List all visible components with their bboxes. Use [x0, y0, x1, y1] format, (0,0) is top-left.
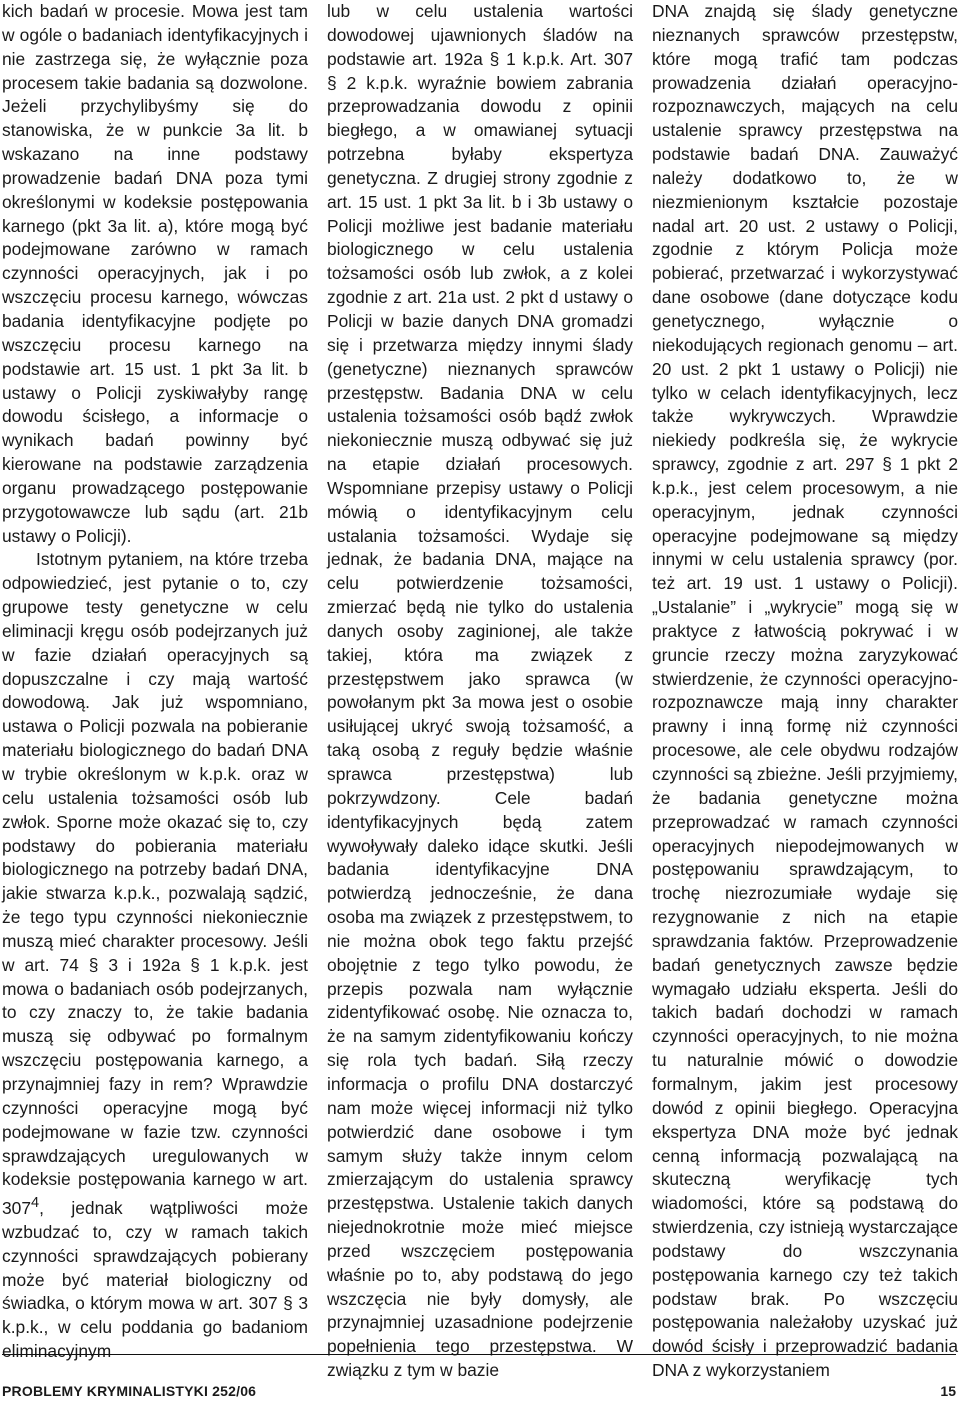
- paragraph: lub w celu ustalenia wartości dowodowej ujawnionych śladów na podstawie art. 192a § 1 k.p.k. Art. 307 § 2 k.p.k. wyraźnie bowiem zabrania przeprowadzania dowodu z opinii biegłego, a w omawianej sytuacji potrzebna byłaby ekspertyza genetyczna. Z drugiej strony zgodnie z art. 15 ust. 1 pkt 3a lit. b i 3b ustawy o Policji możliwe jest badanie materiału biologicznego w celu ustalenia tożsamości osób lub zwłok, a z kolei zgodnie z art. 21a ust. 2 pkt d ustawy o Policji w bazie danych DNA gromadzi się i przetwarza między innymi ślady (genetyczne) nieznanych sprawców przestępstw. Badania DNA w celu ustalenia tożsamości osób bądź zwłok niekoniecznie muszą odbywać się już na etapie działań procesowych. Wspomniane przepisy ustawy o Policji mówią o identyfikacyjnym celu ustalania tożsamości. Wydaje się jednak, że badania DNA, mające na celu potwierdzenie tożsamości, zmierzać będą nie tylko do ustalenia danych osoby zaginionej, ale także takiej, która ma związek z przestępstwem jako sprawca (w powołanym pkt 3a mowa jest o osobie usiłującej ukryć swoją tożsamość, a taką osobą z reguły będzie właśnie sprawca przestępstwa) lub pokrzywdzony. Cele badań identyfikacyjnych będą zatem wywoływały daleko idące skutki. Jeśli badania identyfikacyjne DNA potwierdzą jednocześnie, że dana osoba ma związek z przestępstwem, to nie można obok tego faktu przejść obojętnie z tego tylko powodu, że przepis pozwala nam wyłącznie zidentyfikować osobę. Nie oznacza to, że na samym zidentyfikowaniu kończy się rola tych badań. Siłą rzeczy informacja o profilu DNA dostarczyć nam może więcej informacji niż tylko potwierdzić dane osobowe i tym samym służy także innym celom zmierzającym do ustalenia sprawcy przestępstwa. Ustalenie takich danych niejednokrotnie może mieć miejsce przed wszczęciem postępowania właśnie po to, aby podstawą do jego wszczęcia nie były domysły, ale przynajmniej uzasadnione podejrzenie popełnienia tego przestępstwa. W związku z tym w bazie: [327, 1, 633, 1381]
- page-footer: [2, 1354, 956, 1403]
- journal-title: PROBLEMY KRYMINALISTYKI 252/06: [2, 1383, 257, 1399]
- text-column-3: [652, 0, 958, 1381]
- paragraph: DNA znajdą się ślady genetyczne nieznanych sprawców przestępstw, które mogą trafić tam podczas prowadzenia działań operacyjno-rozpoznawczych, mających na celu ustalenie sprawcy przestępstwa na podstawie badań DNA. Zauważyć należy dodatkowo to, że w niezmienionym kształcie pozostaje nadal art. 20 ust. 2 ustawy o Policji, zgodnie z którym Policja może pobierać, przetwarzać i wykorzystywać dane osobowe (dane dotyczące kodu genetycznego, wyłącznie o niekodujących regionach genomu – art. 20 ust. 2 pkt 1 ustawy o Policji) nie tylko w celach identyfikacyjnych, lecz także wykrywczych. Wprawdzie niekiedy podkreśla się, że wykrycie sprawcy, zgodnie z art. 297 § 1 pkt 2 k.p.k., jest celem procesowym, a nie operacyjnym, jednak czynności operacyjne podejmowane są między innymi w celu ustalenia sprawcy (por. też art. 19 ust. 1 ustawy o Policji). „Ustalanie” i „wykrycie” mogą się w praktyce z łatwością pokrywać i w gruncie rzeczy można zaryzykować stwierdzenie, że czynności operacyjno-rozpoznawcze mają inny charakter prawny i inną formę niż czynności procesowe, ale cele obydwu rodzajów czynności są zbieżne. Jeśli przyjmiemy, że badania genetyczne można przeprowadzać w ramach czynności operacyjnych niepodejmowanych w postępowaniu sprawdzającym, to trochę niezrozumiałe wydaje się rezygnowanie z nich na etapie sprawdzania faktów. Przeprowadzenie badań genetycznych zawsze będzie wymagało udziału eksperta. Jeśli do takich badań dochodzi w ramach czynności operacyjnych, to nie można tu naturalnie mówić o dowodzie formalnym, jakim jest procesowy dowód z opinii biegłego. Operacyjna ekspertyza DNA może być jednak cenną informacją pozwalającą na skuteczną weryfikację tych wiadomości, które są podstawą do stwierdzenia, czy istnieją wystarczające podstawy do wszczynania postępowania karnego czy też takich podstaw brak. Po wszczęciu postępowania należałoby uzyskać już dowód ścisły i przeprowadzić badania DNA z wykorzystaniem: [652, 1, 958, 1381]
- page-number: 15: [940, 1383, 956, 1399]
- paragraph-text: Istotnym pytaniem, na które trzeba odpowiedzieć, jest pytanie o to, czy grupowe testy genetyczne w celu eliminacji kręgu osób podejrzanych już w fazie działań operacyjnych są dopuszczalne i czy mają wartość dowodową. Jak już wspomniano, ustawa o Policji pozwala na pobieranie materiału biologicznego do badań DNA w trybie określonym w k.p.k. oraz w celu ustalenia tożsamości osób lub zwłok. Sporne może okazać się to, czy podstawy do pobierania materiału biologicznego na potrzeby badań DNA, jakie stwarza k.p.k., pozwalają sądzić, że tego typu czynności niekoniecznie muszą mieć charakter procesowy. Jeśli w art. 74 § 3 i 192a § 1 k.p.k. jest mowa o badaniach osób podejrzanych, to czy znaczy to, że takie badania muszą się odbywać po formalnym wszczęciu postępowania karnego, a przynajmniej fazy in rem? Wprawdzie czynności operacyjne mogą być podejmowane w fazie tzw. czynności sprawdzających uregulowanych w kodeksie postępowania karnego w art. 307: [2, 549, 308, 1218]
- text-column-1: [2, 0, 308, 1362]
- article-body: [2, 0, 958, 1381]
- paragraph: kich badań w procesie. Mowa jest tam w ogóle o badaniach identyfikacyjnych i nie zastrzega się, że wyłącznie poza procesem takie badania są dozwolone. Jeżeli przychylibyśmy się do stanowiska, że w punkcie 3a lit. b wskazano na inne podstawy prowadzenie badań DNA poza tymi określonymi w kodeksie postępowania karnego (pkt 3a lit. a), które mogą być podejmowane zarówno w ramach czynności operacyjnych, jak i po wszczęciu procesu karnego, wówczas badania identyfikacyjne podjęte po wszczęciu procesu karnego na podstawie art. 15 ust. 1 pkt 3a lit. b ustawy o Policji zyskiwałyby rangę dowodu ścisłego, a informacje o wynikach badań powinny być kierowane na podstawie zarządzenia organu prowadzącego postępowanie przygotowawcze lub sądu (art. 21b ustawy o Policji).: [2, 1, 308, 546]
- paragraph: [2, 548, 308, 1363]
- footnote-reference: 4: [31, 1195, 40, 1212]
- text-column-2: [327, 0, 633, 1381]
- paragraph-text: , jednak wątpliwości może wzbudzać to, czy w ramach takich czynności sprawdzających pobierany może być materiał biologiczny od świadka, o którym mowa w art. 307 § 3 k.p.k., w celu poddania go badaniom eliminacyjnym: [2, 1197, 308, 1362]
